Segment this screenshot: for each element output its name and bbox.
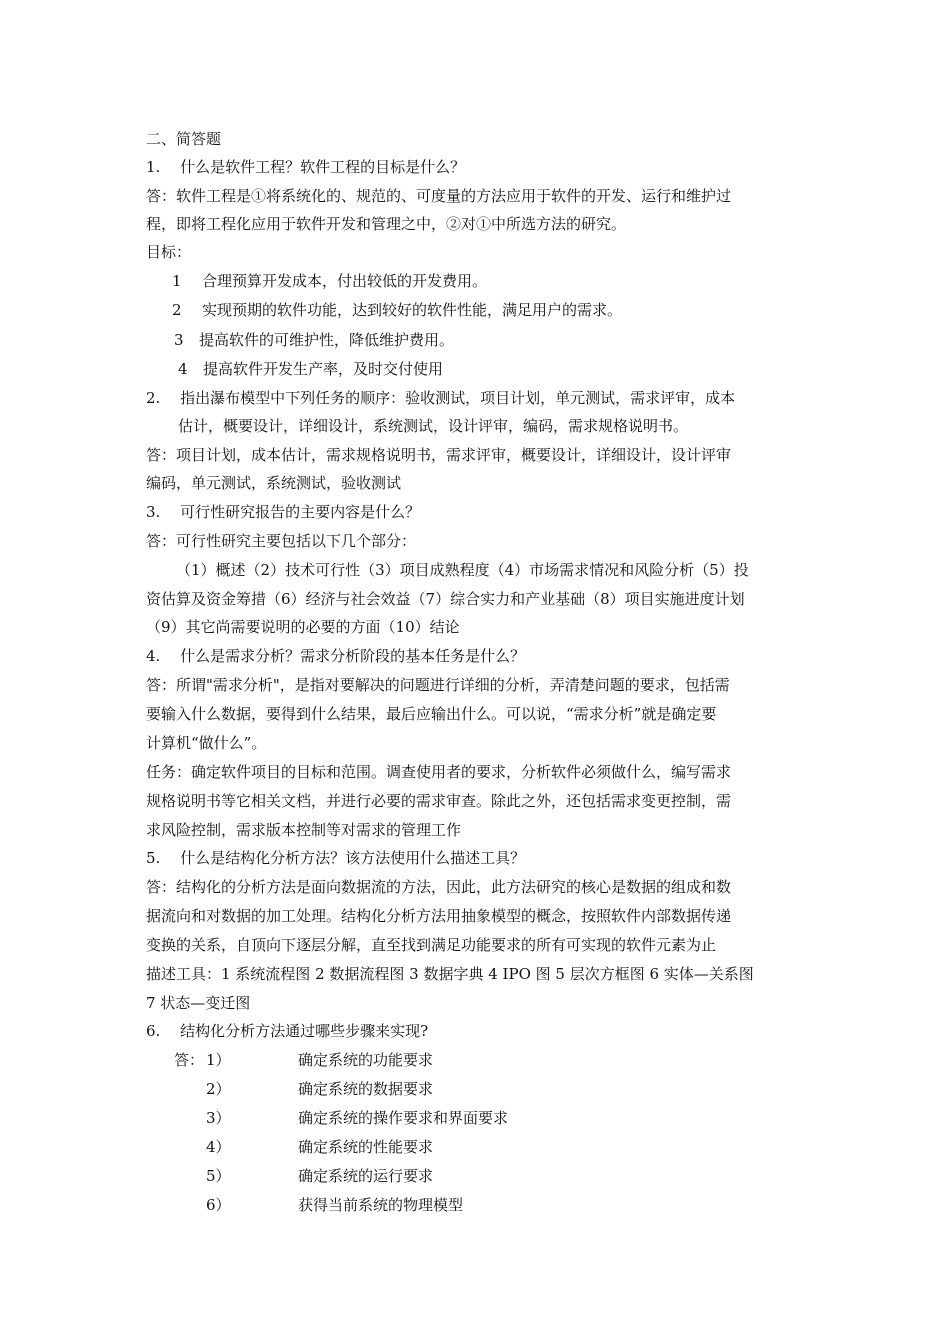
question-2-line-2: 估计，概要设计，详细设计，系统测试，设计评审，编码，需求规格说明书。 (178, 417, 689, 435)
answer-1-line-1: 答：软件工程是①将系统化的、规范的、可度量的方法应用于软件的开发、运行和维护过 (146, 187, 732, 205)
step-number: 5） (206, 1167, 231, 1185)
answer-6-prefix: 答： (174, 1051, 205, 1069)
answer-1-line-2: 程，即将工程化应用于软件开发和管理之中，②对①中所选方法的研究。 (146, 215, 627, 233)
goal-number: 2 (172, 301, 182, 319)
answer-4-line-2: 要输入什么数据，要得到什么结果，最后应输出什么。可以说，“需求分析”就是确定要 (146, 705, 717, 723)
goal-text: 提高软件的可维护性，降低维护费用。 (199, 331, 455, 349)
goal-number: 1 (172, 272, 182, 290)
step-text: 确定系统的操作要求和界面要求 (298, 1109, 509, 1127)
goal-text: 提高软件开发生产率，及时交付使用 (203, 360, 444, 378)
answer-3-line-3: 资估算及资金筹措（6）经济与社会效益（7）综合实力和产业基础（8）项目实施进度计划 (146, 590, 745, 608)
step-number: 4） (206, 1138, 231, 1156)
answer-4-line-3: 计算机“做什么”。 (146, 734, 267, 752)
answer-4-line-4: 任务：确定软件项目的目标和范围。调查使用者的要求，分析软件必须做什么，编写需求 (146, 763, 732, 781)
answer-3-line-2: （1）概述（2）技术可行性（3）项目成熟程度（4）市场需求情况和风险分析（5）投 (176, 561, 749, 579)
question-2-line-1: 2. 指出瀑布模型中下列任务的顺序：验收测试，项目计划，单元测试，需求评审，成本 (146, 389, 736, 407)
answer-3-line-1: 答：可行性研究主要包括以下几个部分： (146, 532, 417, 550)
goals-label: 目标： (146, 243, 192, 261)
answer-5-line-2: 据流向和对数据的加工处理。结构化分析方法用抽象模型的概念，按照软件内部数据传递 (146, 907, 732, 925)
answer-5-line-4: 描述工具：1 系统流程图 2 数据流程图 3 数据字典 4 IPO 图 5 层次方框图 6 实体—关系图 (146, 965, 754, 983)
step-text: 获得当前系统的物理模型 (298, 1196, 464, 1214)
question-3: 3. 可行性研究报告的主要内容是什么？ (146, 503, 421, 521)
step-number: 1） (206, 1051, 231, 1069)
step-number: 2） (206, 1080, 231, 1098)
answer-5-line-1: 答：结构化的分析方法是面向数据流的方法，因此，此方法研究的核心是数据的组成和数 (146, 878, 732, 896)
goal-text: 合理预算开发成本，付出较低的开发费用。 (202, 272, 488, 290)
question-1: 1. 什么是软件工程？软件工程的目标是什么？ (146, 158, 466, 176)
goal-number: 4 (178, 360, 188, 378)
question-4: 4. 什么是需求分析？需求分析阶段的基本任务是什么？ (146, 647, 526, 665)
question-6: 6. 结构化分析方法通过哪些步骤来实现? (146, 1022, 429, 1040)
answer-5-line-5: 7 状态—变迁图 (146, 994, 251, 1012)
answer-3-line-4: （9）其它尚需要说明的必要的方面（10）结论 (146, 618, 460, 636)
answer-5-line-3: 变换的关系，自顶向下逐层分解，直至找到满足功能要求的所有可实现的软件元素为止 (146, 936, 717, 954)
goal-text: 实现预期的软件功能，达到较好的软件性能，满足用户的需求。 (202, 301, 623, 319)
answer-4-line-5: 规格说明书等它相关文档，并进行必要的需求审查。除此之外，还包括需求变更控制，需 (146, 792, 732, 810)
step-number: 3） (206, 1109, 231, 1127)
section-title: 二、简答题 (146, 130, 222, 148)
step-text: 确定系统的功能要求 (298, 1051, 434, 1069)
answer-4-line-1: 答：所谓"需求分析"，是指对要解决的问题进行详细的分析，弄清楚问题的要求，包括需 (146, 676, 730, 694)
goal-number: 3 (174, 331, 184, 349)
answer-4-line-6: 求风险控制，需求版本控制等对需求的管理工作 (146, 821, 462, 839)
answer-2-line-2: 编码，单元测试，系统测试，验收测试 (146, 474, 402, 492)
step-text: 确定系统的性能要求 (298, 1138, 434, 1156)
question-5: 5. 什么是结构化分析方法？该方法使用什么描述工具？ (146, 849, 526, 867)
step-text: 确定系统的数据要求 (298, 1080, 434, 1098)
step-text: 确定系统的运行要求 (298, 1167, 434, 1185)
answer-2-line-1: 答：项目计划，成本估计，需求规格说明书，需求评审，概要设计，详细设计，设计评审 (146, 446, 732, 464)
step-number: 6） (206, 1196, 231, 1214)
